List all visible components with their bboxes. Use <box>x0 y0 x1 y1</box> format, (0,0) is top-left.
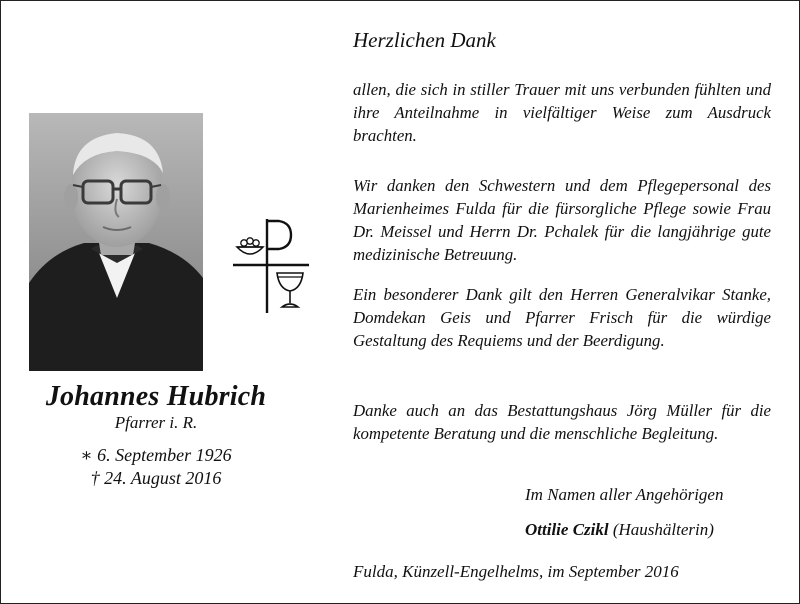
thanks-heading: Herzlichen Dank <box>353 28 496 52</box>
signature-intro: Im Namen aller Angehörigen <box>525 485 724 504</box>
chi-rho-chalice-host-icon <box>231 215 311 315</box>
death-date: † 24. August 2016 <box>90 468 222 488</box>
signature-name: Ottilie Czikl <box>525 520 609 539</box>
place-and-date: Fulda, Künzell-Engelhelms, im September 2016 <box>353 562 679 581</box>
thanks-paragraph: Wir danken den Schwestern und dem Pflegepersonal des Marienheimes Fulda für die fürsorgliche Pflege sowie Frau Dr. Meissel und Herrn Dr. Pchalek für die langjährige gute medizinische Betreuung. <box>353 176 771 264</box>
deceased-title: Pfarrer i. R. <box>114 413 198 432</box>
thanks-paragraph: Ein besonderer Dank gilt den Herren Generalvikar Stanke, Domdekan Geis und Pfarrer Frisch für die würdige Gestaltung des Requiems und der Beerdigung. <box>353 285 771 350</box>
deceased-name: Johannes Hubrich <box>45 381 267 412</box>
thanks-paragraph: allen, die sich in stiller Trauer mit uns verbunden fühlten und ihre Anteilnahme in vielfältiger Weise zum Ausdruck brachten. <box>353 80 771 145</box>
signature-role: (Haushälterin) <box>612 520 714 539</box>
portrait-photo <box>29 113 203 371</box>
birth-date: ∗ 6. September 1926 <box>80 445 232 465</box>
signature-line <box>525 520 714 540</box>
thanks-paragraph: Danke auch an das Bestattungshaus Jörg Müller für die kompetente Beratung und die menschliche Begleitung. <box>353 401 771 443</box>
